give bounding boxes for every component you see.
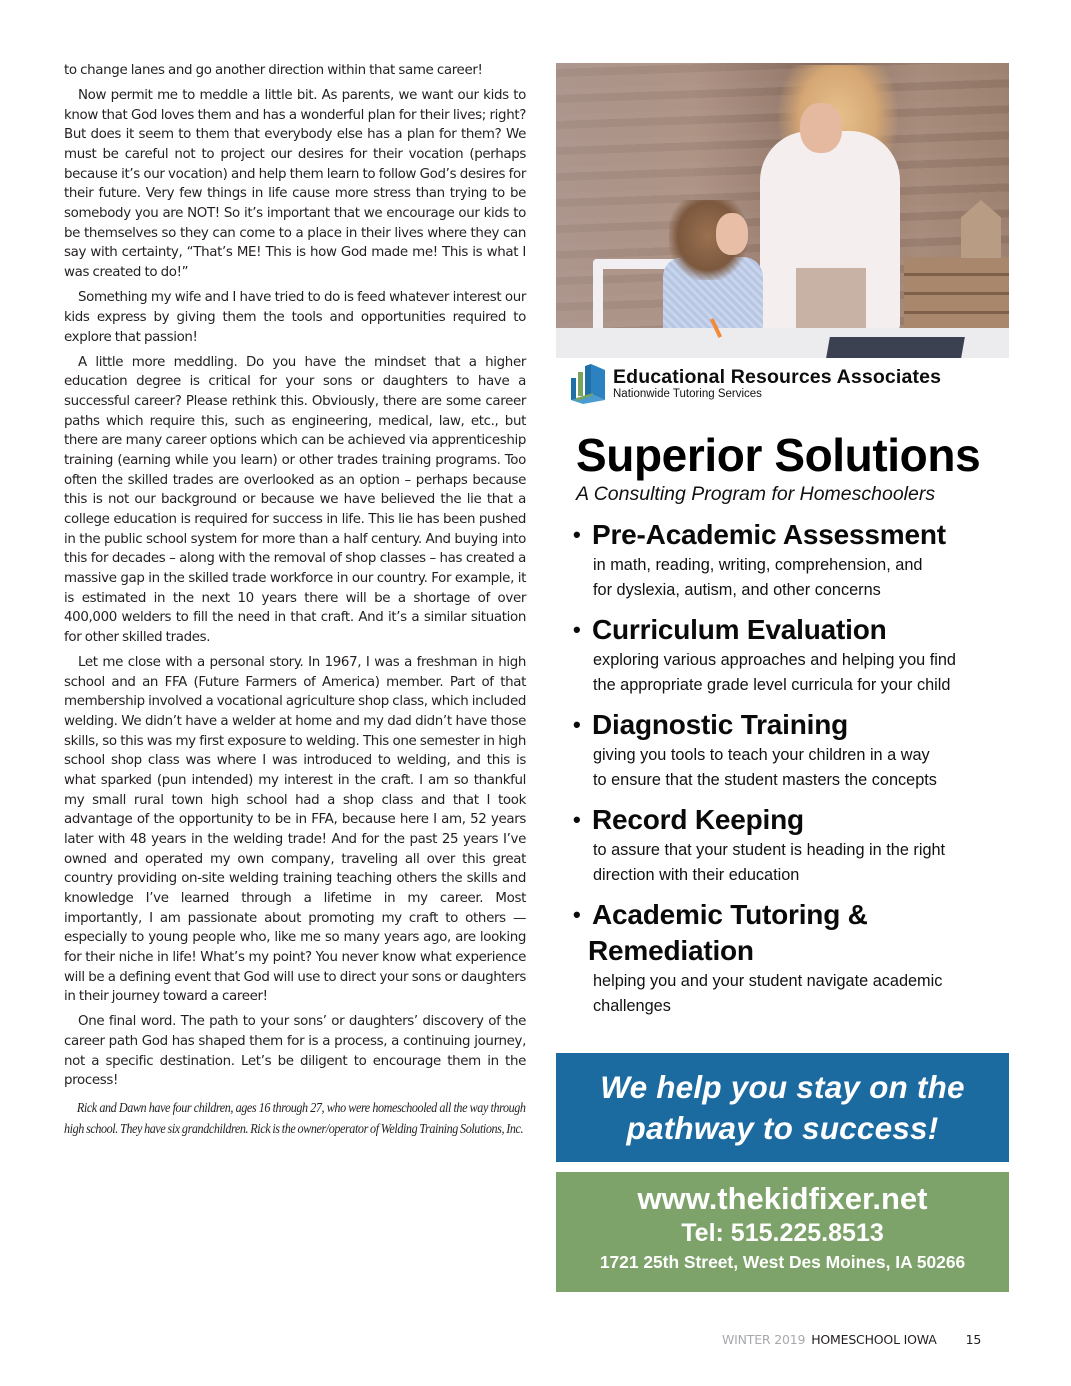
street-address: 1721 25th Street, West Des Moines, IA 50266: [599, 1252, 966, 1272]
girl-face: [716, 213, 748, 255]
article-paragraph: to change lanes and go another direction within that same career!: [64, 63, 483, 78]
company-tagline: Nationwide Tutoring Services: [613, 388, 762, 400]
magazine-name: HOMESCHOOL IOWA: [811, 1332, 937, 1347]
phone-number: Tel: 515.225.8513: [681, 1219, 884, 1247]
service-description: in math, reading, writing, comprehension, and: [593, 556, 923, 574]
service-item: [573, 802, 1009, 888]
service-heading: Record Keeping: [592, 804, 804, 835]
services-list: [556, 517, 1009, 1019]
article-column: [64, 61, 526, 1145]
issue-season: WINTER 2019: [722, 1332, 806, 1347]
company-logo: [556, 364, 1009, 410]
service-description: helping you and your student navigate academic: [593, 972, 943, 990]
service-heading: Diagnostic Training: [592, 709, 849, 740]
woman-face: [800, 103, 842, 153]
service-item: [573, 707, 1009, 793]
service-description: the appropriate grade level curricula for your child: [593, 676, 951, 694]
slogan-line: pathway to success!: [626, 1109, 939, 1146]
bullet-icon: •: [573, 617, 581, 642]
slogan-line: We help you stay on the: [600, 1068, 965, 1105]
contact-banner: [556, 1172, 1009, 1292]
service-item: [573, 897, 1009, 1019]
article-paragraph: Now permit me to meddle a little bit. As parents, we want our kids to know that God loves them and has a wonderful plan for their lives; right? But does it seem to them that everybody else has a plan for them? We must be careful not to project our desires for their vocation (perhaps because it’s our vocation) and help them learn to follow God’s desires for their future. Very few things in life cause more stress than trying to be somebody you are NOT! So it’s important that we encourage our kids to be themselves so they can come to a place in their lives where they can say with certainty, “That’s ME! This is how God made me! This is what I was created to do!”: [64, 88, 526, 281]
service-item: [573, 517, 1009, 603]
service-description: challenges: [593, 997, 671, 1015]
ad-subtitle: A Consulting Program for Homeschoolers: [576, 483, 936, 505]
bullet-icon: •: [573, 807, 581, 832]
wooden-crate: [904, 257, 1009, 339]
service-description: to ensure that the student masters the concepts: [593, 771, 937, 789]
notebook: [826, 337, 965, 358]
page-number: 15: [965, 1332, 982, 1347]
service-description: to assure that your student is heading in the right: [593, 841, 946, 859]
service-description: for dyslexia, autism, and other concerns: [593, 581, 881, 599]
website-link[interactable]: www.thekidfixer.net: [637, 1181, 928, 1216]
books-logo-icon: [569, 364, 607, 404]
service-item: [573, 612, 1009, 698]
service-heading: Academic Tutoring &: [592, 899, 868, 930]
slogan-banner: [556, 1053, 1009, 1162]
ad-title: Superior Solutions: [576, 429, 981, 481]
service-heading-continued: Remediation: [588, 935, 754, 966]
bullet-icon: •: [573, 712, 581, 737]
article-paragraph: One final word. The path to your sons’ or daughters’ discovery of the career path God has shaped them for is a process, a continuing journey, not a specific destination. Let’s be diligent to encourage them in the process!: [64, 1014, 526, 1089]
service-description: exploring various approaches and helping you find: [593, 651, 956, 669]
bullet-icon: •: [573, 522, 581, 547]
woman-pants: [796, 268, 866, 330]
bullet-icon: •: [573, 902, 581, 927]
page-footer: [722, 1332, 981, 1347]
author-bio: Rick and Dawn have four children, ages 16 through 27, who were homeschooled all the way through high school. They have six grandchildren. Rick is the owner/operator of Welding Training Solutions, Inc.: [64, 1099, 526, 1137]
advertisement: [556, 63, 1009, 1028]
service-description: direction with their education: [593, 866, 800, 884]
service-description: giving you tools to teach your children in a way: [593, 746, 930, 764]
service-heading: Pre-Academic Assessment: [592, 519, 946, 550]
article-paragraph: Let me close with a personal story. In 1967, I was a freshman in high school and an FFA (Future Farmers of America) member. Part of that membership involved a vocational agriculture shop class, which included welding. We didn’t have a welder at home and my dad didn’t have those skills, so this was my first exposure to welding. This one semester in high school shop class was where I was introduced to welding, and this is what sparked (pun intended) my interest in the craft. I am so thankful my small rural town high school had a shop class and that I took advantage of the opportunity to be in FFA, because here I am, 52 years later with 48 years in the welding trade! And for the past 25 years I’ve owned and operated my own company, traveling all over this great country providing on-site welding training teaching others the skills and knowledge I’ve learned through a lifetime in my career. Most importantly, I am passionate about promoting my craft to others — especially to young people who, like me so many years ago, are looking for their niche in life! What’s my point? You never know what experience will be a defining event that God will use to direct your sons or daughters in their journey toward a career!: [64, 655, 526, 1005]
article-paragraph: Something my wife and I have tried to do is feed whatever interest our kids express by giving them the tools and opportunities required to explore that passion!: [64, 290, 526, 345]
company-name: Educational Resources Associates: [613, 366, 942, 388]
ad-photo: [556, 63, 1009, 358]
service-heading: Curriculum Evaluation: [592, 614, 887, 645]
article-paragraph: A little more meddling. Do you have the mindset that a higher education degree is critical for your sons or daughters to have a successful career? Please rethink this. Obviously, there are some career paths which require this, such as engineering, medical, law, etc., but there are many career options which can be achieved via apprenticeship training (earning while you learn) or other trades training programs. Too often the skilled trades are overlooked as an option – perhaps because this is not our background or because we have believed the lie that a college education is required for success in life. This lie has been pushed in the public school system for more than a half century. And buying into this for decades – along with the removal of shop classes – has created a massive gap in the skilled trade workforce in our country. For example, it is estimated in the next 10 years there will be a shortage of over 400,000 welders to fill the need in that craft. And it’s a similar situation for other skilled trades.: [64, 354, 526, 645]
